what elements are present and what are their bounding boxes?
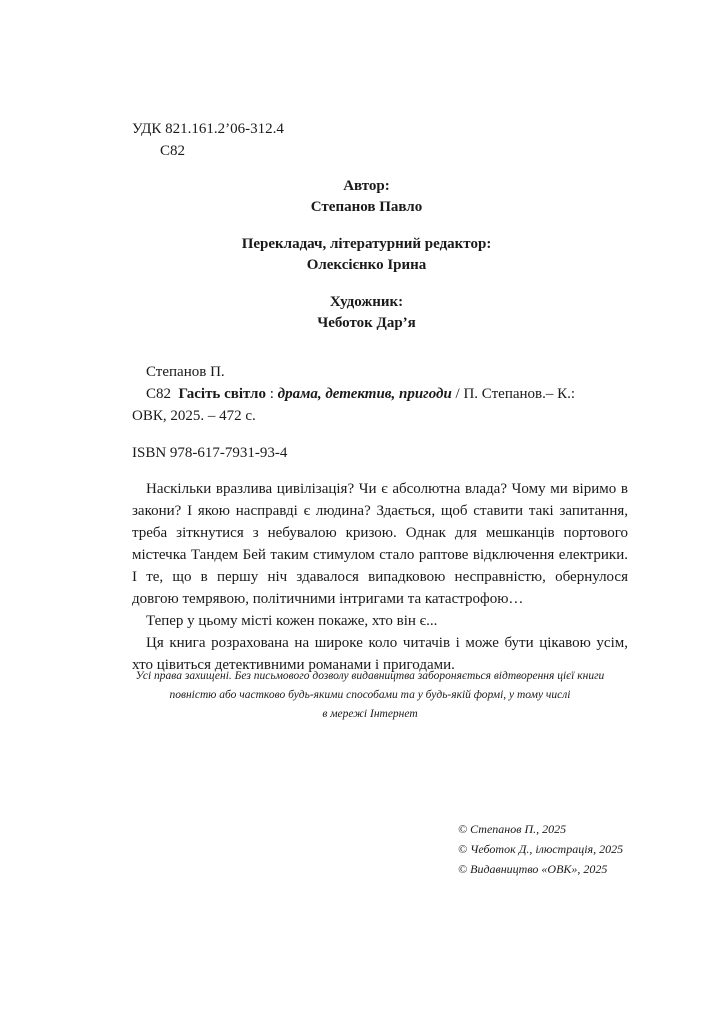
catalog-responsibility: / П. Степанов.– К.: xyxy=(451,386,576,402)
copyright-author: © Степанов П., 2025 xyxy=(458,822,567,836)
catalog-code: С82 xyxy=(146,386,172,402)
author-label: Автор: xyxy=(343,178,390,194)
rights-notice xyxy=(110,667,630,724)
artist-name: Чеботок Дар’я xyxy=(317,315,416,331)
annotation-paragraph-1: Наскільки вразлива цивілізація? Чи є абсолютна влада? Чому ми віримо в закони? І якою насправді є людина? Здається, щоб ставити такі запитання, треба зіткнутися з небувалою кризою. Однак для мешканців портового містечка Тандем Бей таким стимулом стало раптове відключення електрики. І те, що в першу ніч здавалося випадковою несправністю, обернулося довгою темрявою, політичними інтригами та катастрофою… xyxy=(132,481,628,607)
author-sign-code: С82 xyxy=(160,143,186,159)
catalog-title-line xyxy=(146,383,575,405)
translator-name: Олексієнко Ірина xyxy=(306,257,427,273)
copyright-illustration: © Чеботок Д., ілюстрація, 2025 xyxy=(458,842,624,856)
translator-label: Перекладач, літературний редактор: xyxy=(241,236,492,252)
rights-notice-line-3: в мережі Інтернет xyxy=(322,708,418,720)
rights-notice-line-1: Усі права захищені. Без письмового дозволу видавництва забороняється відтворення цієї книги xyxy=(135,670,605,682)
annotation-paragraph-3: Ця книга розрахована на широке коло читачів і може бути цікавою усім, хто цівиться детективними романами і пригодами. xyxy=(132,635,628,673)
annotation xyxy=(132,478,628,676)
rights-notice-line-2: повністю або частково будь-якими способами та у будь-якій формі, у тому числі xyxy=(169,689,571,701)
catalog-author-heading: Степанов П. xyxy=(146,364,225,380)
catalog-publication: ОВК, 2025. – 472 с. xyxy=(132,408,256,424)
artist-label: Художник: xyxy=(329,294,404,310)
isbn: ISBN 978-617-7931-93-4 xyxy=(132,445,288,461)
catalog-separator: : xyxy=(265,386,278,402)
author-name: Степанов Павло xyxy=(310,199,423,215)
catalog-title: Гасіть світло xyxy=(178,386,266,402)
catalog-genres: драма, детектив, пригоди xyxy=(277,386,452,402)
udk-code: УДК 821.161.2’06-312.4 xyxy=(132,121,284,137)
copyright-publisher: © Видавництво «ОВК», 2025 xyxy=(458,862,608,876)
annotation-paragraph-2: Тепер у цьому місті кожен покаже, хто він є... xyxy=(146,613,438,629)
